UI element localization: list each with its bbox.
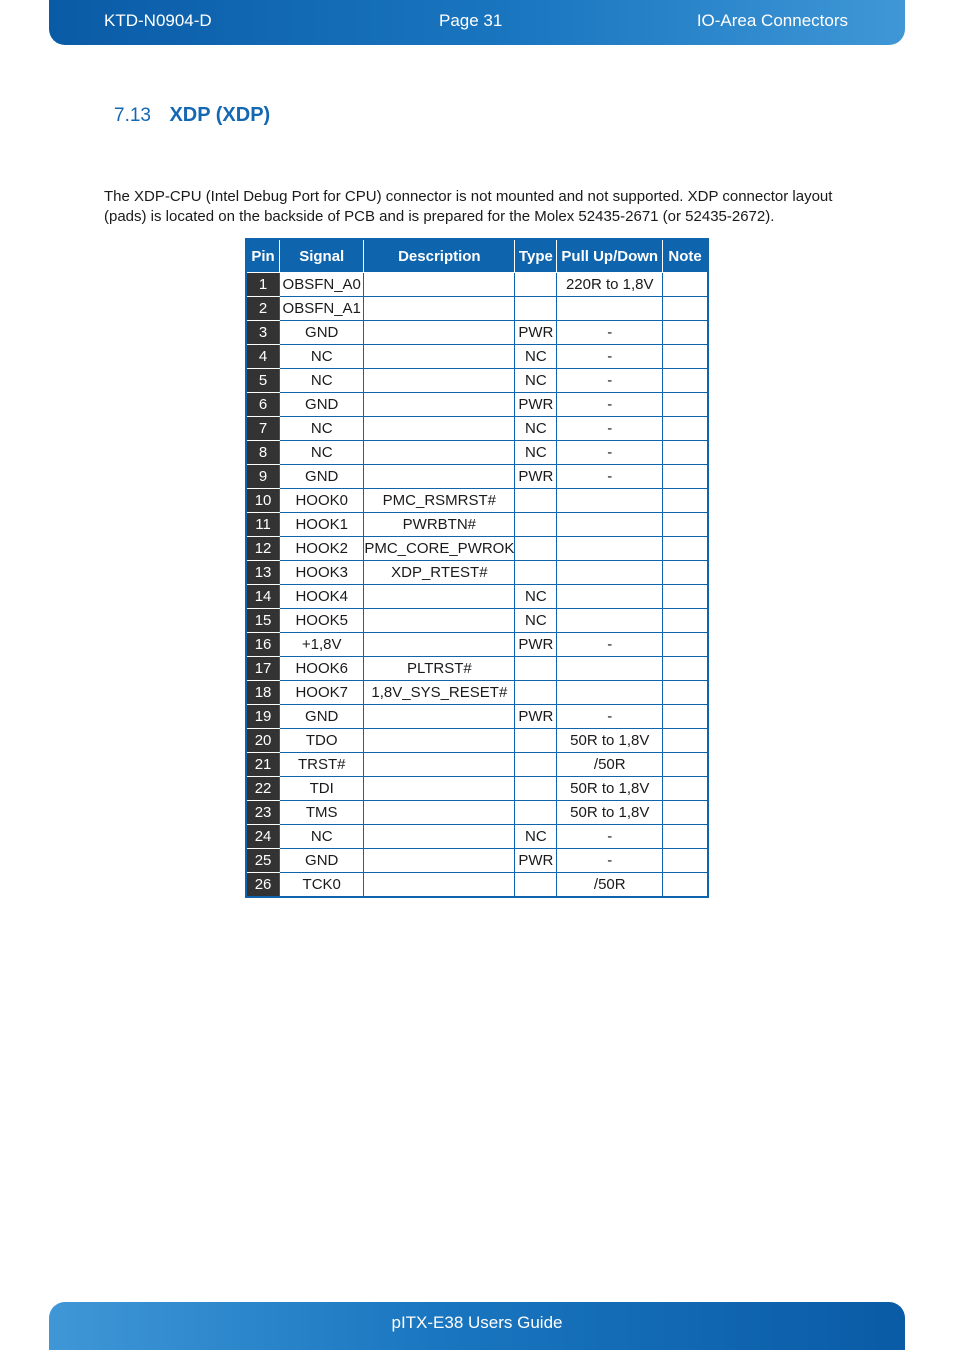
pin-cell: 15 [246, 609, 280, 633]
signal-cell: OBSFN_A0 [280, 273, 364, 297]
type-cell [515, 873, 557, 898]
signal-cell: GND [280, 393, 364, 417]
signal-cell: HOOK3 [280, 561, 364, 585]
pull-cell [557, 489, 663, 513]
table-row [246, 681, 708, 705]
pin-cell: 25 [246, 849, 280, 873]
description-cell [364, 585, 515, 609]
pull-cell: - [557, 393, 663, 417]
pull-cell [557, 561, 663, 585]
table-row [246, 849, 708, 873]
page-footer [49, 1302, 905, 1350]
type-cell: NC [515, 609, 557, 633]
note-cell [663, 825, 708, 849]
type-cell [515, 297, 557, 321]
note-cell [663, 465, 708, 489]
type-cell: PWR [515, 465, 557, 489]
signal-cell: NC [280, 369, 364, 393]
pull-cell: 50R to 1,8V [557, 729, 663, 753]
pull-cell: - [557, 705, 663, 729]
type-cell [515, 513, 557, 537]
pull-cell [557, 297, 663, 321]
table-row [246, 321, 708, 345]
pin-cell: 17 [246, 657, 280, 681]
table-row [246, 393, 708, 417]
type-cell: PWR [515, 849, 557, 873]
pull-cell: 50R to 1,8V [557, 801, 663, 825]
table-row [246, 633, 708, 657]
pull-cell: - [557, 369, 663, 393]
signal-cell: GND [280, 321, 364, 345]
column-header-description: Description [364, 239, 515, 273]
signal-cell: OBSFN_A1 [280, 297, 364, 321]
description-cell [364, 849, 515, 873]
pin-cell: 12 [246, 537, 280, 561]
pin-cell: 20 [246, 729, 280, 753]
section-number: 7.13 [114, 105, 151, 126]
note-cell [663, 417, 708, 441]
description-cell [364, 729, 515, 753]
note-cell [663, 753, 708, 777]
description-cell [364, 345, 515, 369]
table-header-row [246, 239, 708, 273]
table-row [246, 705, 708, 729]
type-cell: NC [515, 825, 557, 849]
column-header-pin: Pin [246, 239, 280, 273]
table-row [246, 297, 708, 321]
pin-cell: 24 [246, 825, 280, 849]
table-row [246, 513, 708, 537]
pin-cell: 23 [246, 801, 280, 825]
note-cell [663, 729, 708, 753]
type-cell: NC [515, 585, 557, 609]
pull-cell: - [557, 345, 663, 369]
signal-cell: NC [280, 441, 364, 465]
page-number: Page 31 [439, 11, 503, 30]
pin-cell: 14 [246, 585, 280, 609]
type-cell: NC [515, 441, 557, 465]
pull-cell [557, 537, 663, 561]
note-cell [663, 633, 708, 657]
signal-cell: HOOK7 [280, 681, 364, 705]
pull-cell: - [557, 849, 663, 873]
pin-cell: 7 [246, 417, 280, 441]
description-cell: PLTRST# [364, 657, 515, 681]
table-body [246, 273, 708, 898]
signal-cell: HOOK4 [280, 585, 364, 609]
type-cell [515, 729, 557, 753]
pin-cell: 8 [246, 441, 280, 465]
table-row [246, 273, 708, 297]
table-row [246, 345, 708, 369]
signal-cell: TCK0 [280, 873, 364, 898]
pin-cell: 2 [246, 297, 280, 321]
pin-cell: 5 [246, 369, 280, 393]
page-header [49, 0, 905, 45]
column-header-pull: Pull Up/Down [557, 239, 663, 273]
pin-cell: 13 [246, 561, 280, 585]
signal-cell: TRST# [280, 753, 364, 777]
pin-cell: 26 [246, 873, 280, 898]
description-cell [364, 273, 515, 297]
note-cell [663, 873, 708, 898]
description-cell: XDP_RTEST# [364, 561, 515, 585]
signal-cell: TMS [280, 801, 364, 825]
description-cell: 1,8V_SYS_RESET# [364, 681, 515, 705]
note-cell [663, 369, 708, 393]
table-row [246, 369, 708, 393]
pull-cell [557, 681, 663, 705]
signal-cell: HOOK5 [280, 609, 364, 633]
column-header-note: Note [663, 239, 708, 273]
description-cell [364, 801, 515, 825]
table-row [246, 657, 708, 681]
pin-table [245, 238, 709, 898]
description-cell: PWRBTN# [364, 513, 515, 537]
table-row [246, 609, 708, 633]
type-cell [515, 657, 557, 681]
pull-cell: /50R [557, 873, 663, 898]
pull-cell: 50R to 1,8V [557, 777, 663, 801]
pull-cell: - [557, 465, 663, 489]
pin-cell: 18 [246, 681, 280, 705]
pin-cell: 22 [246, 777, 280, 801]
signal-cell: HOOK6 [280, 657, 364, 681]
pull-cell: - [557, 441, 663, 465]
pull-cell: - [557, 633, 663, 657]
signal-cell: +1,8V [280, 633, 364, 657]
signal-cell: GND [280, 705, 364, 729]
table-row [246, 777, 708, 801]
type-cell: PWR [515, 705, 557, 729]
pull-cell: - [557, 825, 663, 849]
type-cell [515, 489, 557, 513]
note-cell [663, 321, 708, 345]
table-row [246, 441, 708, 465]
table-row [246, 753, 708, 777]
type-cell [515, 681, 557, 705]
type-cell: PWR [515, 633, 557, 657]
column-header-signal: Signal [280, 239, 364, 273]
pin-cell: 6 [246, 393, 280, 417]
description-cell [364, 297, 515, 321]
table-row [246, 729, 708, 753]
description-cell [364, 393, 515, 417]
section-name: IO-Area Connectors [696, 11, 848, 30]
description-cell [364, 441, 515, 465]
signal-cell: NC [280, 345, 364, 369]
type-cell [515, 273, 557, 297]
pin-cell: 21 [246, 753, 280, 777]
note-cell [663, 393, 708, 417]
pin-cell: 11 [246, 513, 280, 537]
note-cell [663, 585, 708, 609]
signal-cell: TDO [280, 729, 364, 753]
pull-cell: /50R [557, 753, 663, 777]
intro-paragraph: The XDP-CPU (Intel Debug Port for CPU) connector is not mounted and not supported. XDP connector layout (pads) is located on the backside of PCB and is prepared for the Molex 52435-2671 (or 52435-2672). [104, 188, 833, 225]
type-cell [515, 561, 557, 585]
table-row [246, 489, 708, 513]
note-cell [663, 657, 708, 681]
note-cell [663, 849, 708, 873]
signal-cell: HOOK2 [280, 537, 364, 561]
note-cell [663, 513, 708, 537]
description-cell [364, 825, 515, 849]
note-cell [663, 801, 708, 825]
note-cell [663, 561, 708, 585]
section-title: XDP (XDP) [169, 104, 271, 126]
pull-cell: - [557, 321, 663, 345]
description-cell [364, 873, 515, 898]
footer-title: pITX-E38 Users Guide [391, 1313, 563, 1332]
note-cell [663, 273, 708, 297]
description-cell [364, 321, 515, 345]
description-cell [364, 417, 515, 441]
type-cell: NC [515, 417, 557, 441]
pull-cell [557, 609, 663, 633]
column-header-type: Type [515, 239, 557, 273]
description-cell [364, 369, 515, 393]
pin-cell: 16 [246, 633, 280, 657]
signal-cell: NC [280, 417, 364, 441]
pin-cell: 10 [246, 489, 280, 513]
description-cell [364, 633, 515, 657]
pin-cell: 9 [246, 465, 280, 489]
table-row [246, 417, 708, 441]
description-cell [364, 609, 515, 633]
pull-cell: 220R to 1,8V [557, 273, 663, 297]
table-row [246, 561, 708, 585]
type-cell [515, 777, 557, 801]
description-cell [364, 465, 515, 489]
pin-cell: 3 [246, 321, 280, 345]
description-cell: PMC_RSMRST# [364, 489, 515, 513]
pin-cell: 4 [246, 345, 280, 369]
signal-cell: GND [280, 849, 364, 873]
pin-cell: 1 [246, 273, 280, 297]
type-cell: PWR [515, 321, 557, 345]
signal-cell: HOOK1 [280, 513, 364, 537]
table-row [246, 801, 708, 825]
signal-cell: NC [280, 825, 364, 849]
type-cell [515, 537, 557, 561]
document-id: KTD-N0904-D [104, 11, 212, 30]
type-cell: PWR [515, 393, 557, 417]
table-row [246, 585, 708, 609]
note-cell [663, 681, 708, 705]
pull-cell [557, 585, 663, 609]
table-row [246, 873, 708, 898]
pull-cell: - [557, 417, 663, 441]
note-cell [663, 345, 708, 369]
signal-cell: TDI [280, 777, 364, 801]
section-heading [114, 104, 270, 127]
description-cell [364, 705, 515, 729]
type-cell: NC [515, 369, 557, 393]
note-cell [663, 609, 708, 633]
table-row [246, 825, 708, 849]
signal-cell: GND [280, 465, 364, 489]
type-cell: NC [515, 345, 557, 369]
pull-cell [557, 657, 663, 681]
signal-cell: HOOK0 [280, 489, 364, 513]
description-cell [364, 777, 515, 801]
note-cell [663, 441, 708, 465]
description-cell [364, 753, 515, 777]
note-cell [663, 489, 708, 513]
pin-cell: 19 [246, 705, 280, 729]
note-cell [663, 777, 708, 801]
note-cell [663, 537, 708, 561]
type-cell [515, 801, 557, 825]
table-row [246, 537, 708, 561]
note-cell [663, 297, 708, 321]
pull-cell [557, 513, 663, 537]
type-cell [515, 753, 557, 777]
note-cell [663, 705, 708, 729]
table-row [246, 465, 708, 489]
description-cell: PMC_CORE_PWROK [364, 537, 515, 561]
